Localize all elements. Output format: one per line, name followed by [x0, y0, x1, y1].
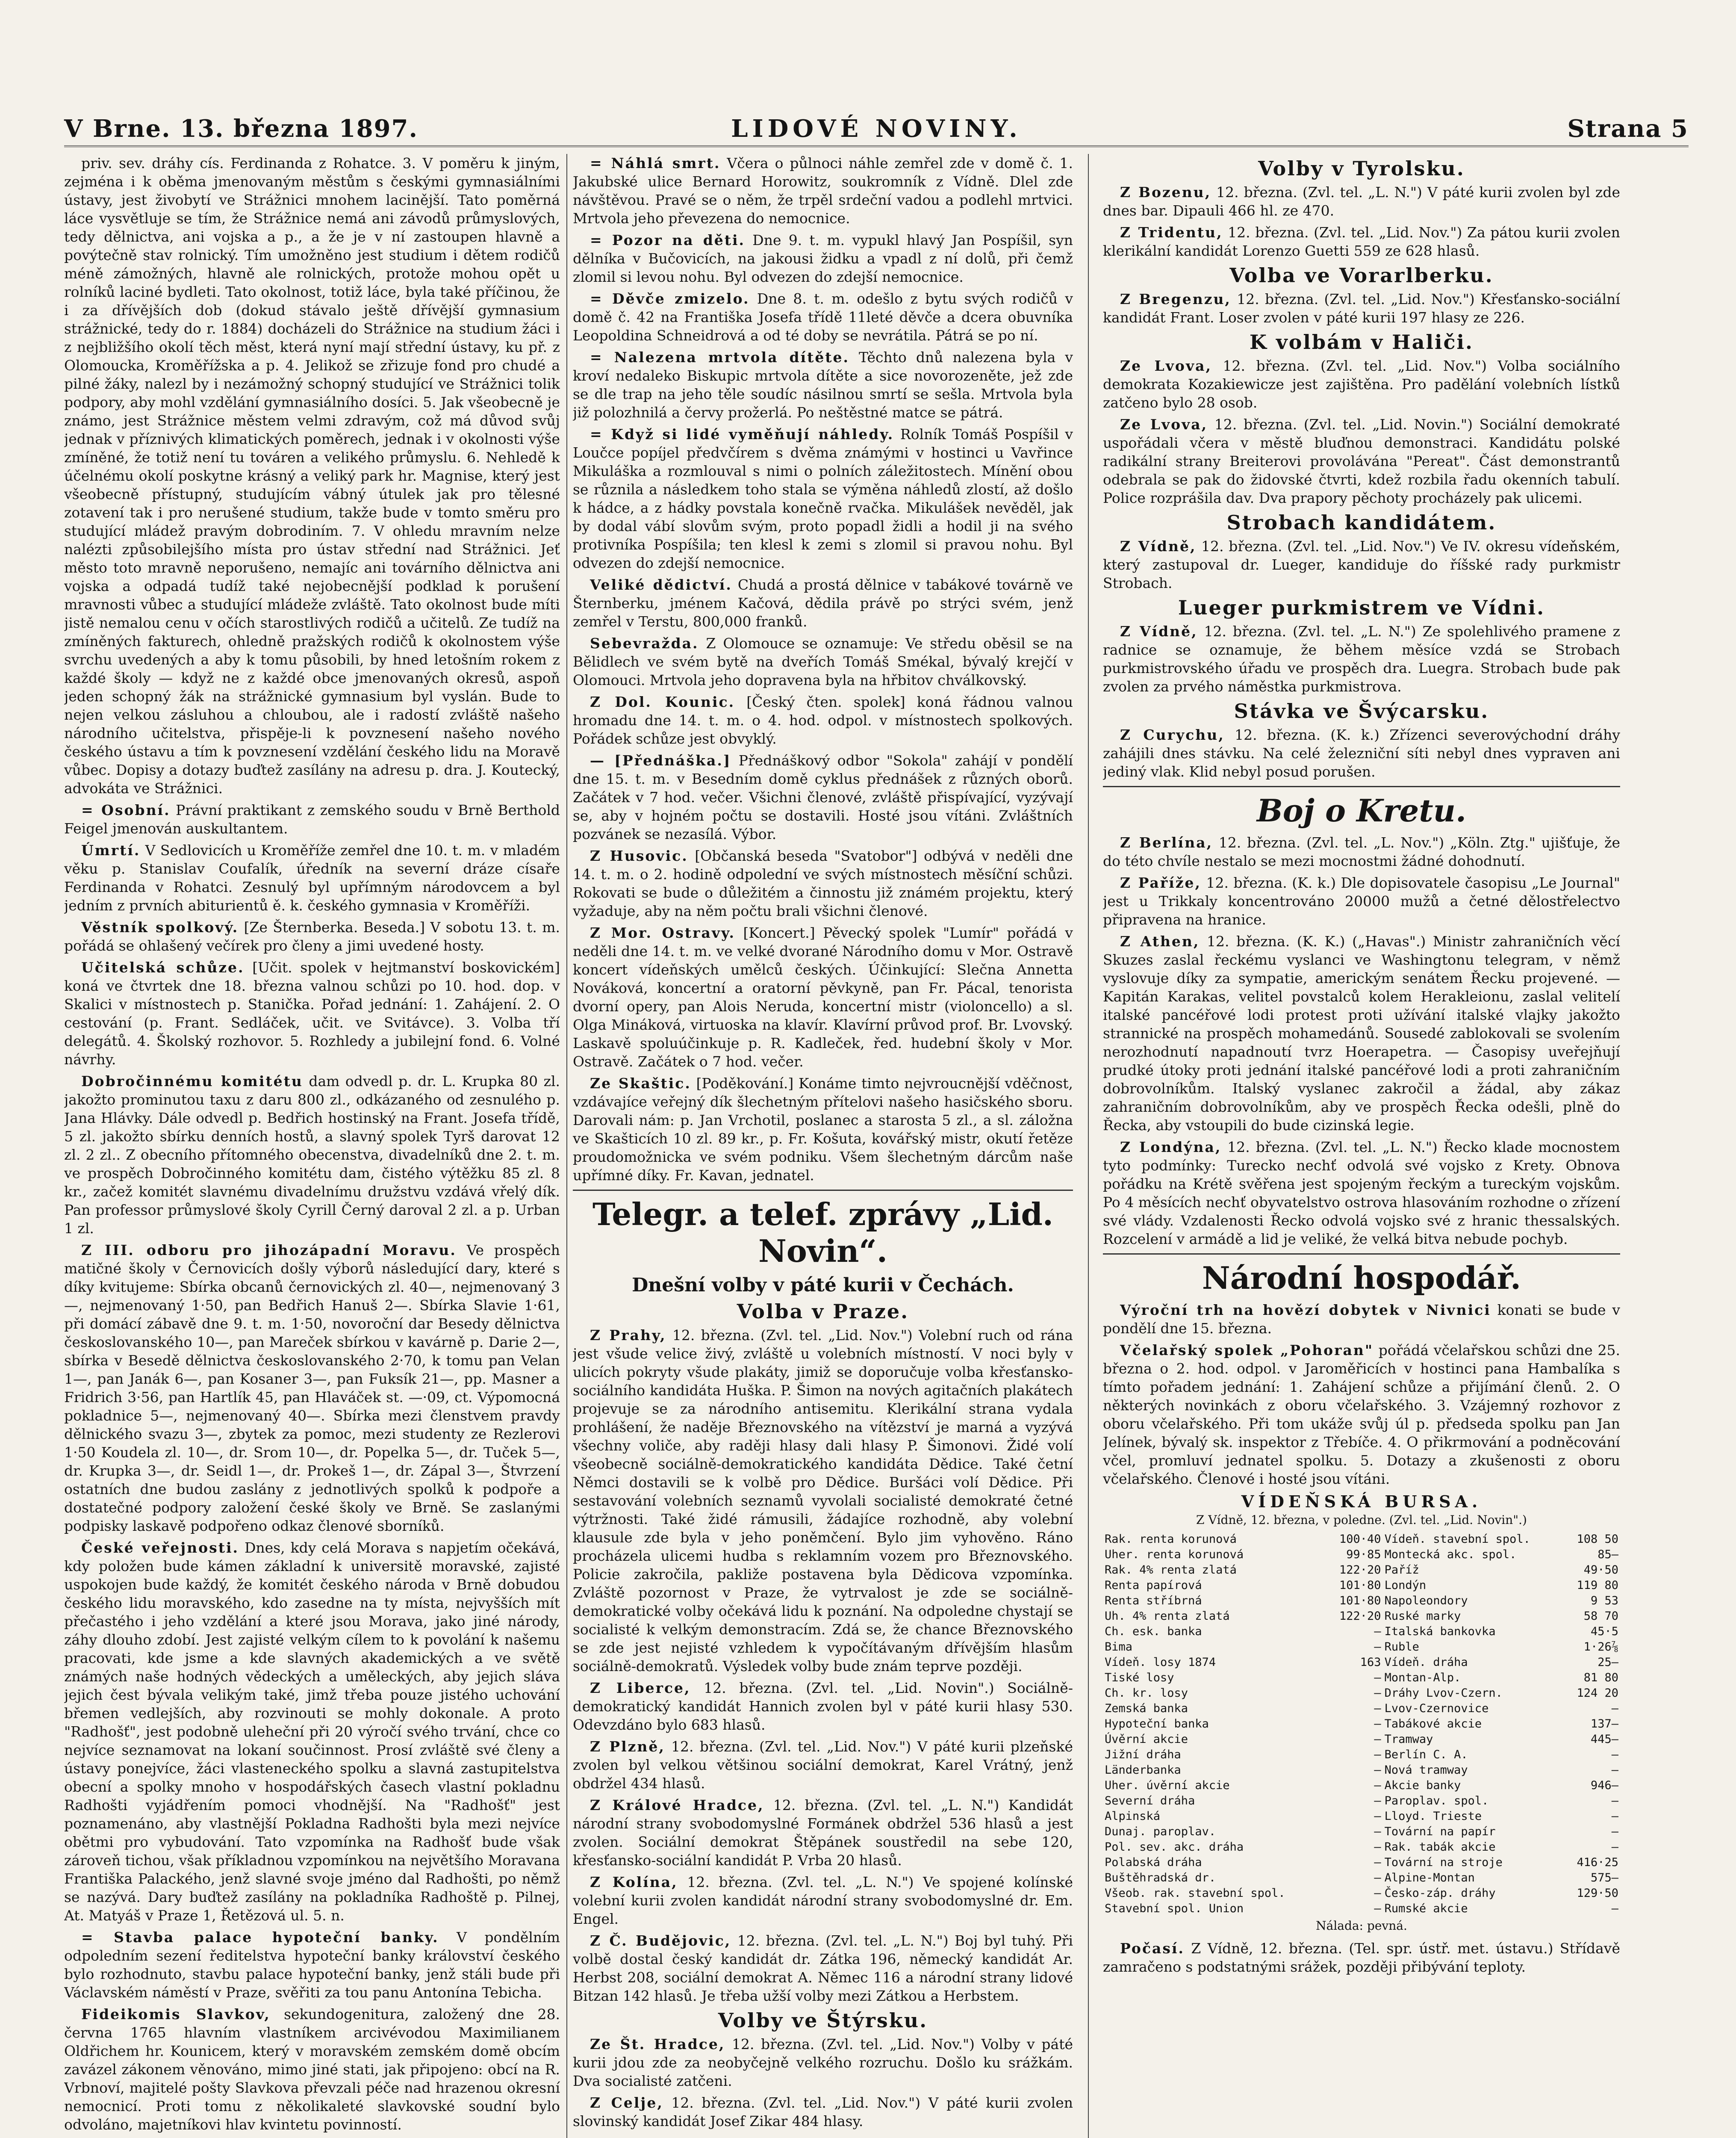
news-item	[64, 801, 560, 838]
bursa-quote: 25—	[1597, 1656, 1618, 1669]
column-left	[64, 154, 560, 2138]
bursa-quote: —	[1611, 1702, 1618, 1715]
news-body: Těchto dnů nalezena byla v kroví nedaleko Biskupic mrtvola dítěte a sice novorozeněte, jež zde se dle trap na jeho těle soudíc násilnou smrtí se sešla. Mrtvola byla již polozhnilá a červy prožerlá. Po neštěstné matce se pátrá.	[573, 349, 1073, 421]
bursa-table	[1103, 1532, 1620, 1917]
telegram-body: 12. března. (Zvl. tel. „Lid. Novin.") Sociální demokraté uspořádali včera v městě bluďnou demonstraci. Kandidátu polské radikální strany Breiterovi provolávána "Pereat". Část demonstrantů odebrala se pak do židovské čtvrti, kdež rozbila řadu okenních tabulí. Police rozprášila dav. Dva prapory pěchoty procházely pak ulicemi.	[1103, 416, 1620, 506]
telegram-origin: Z Berlína,	[1120, 834, 1213, 851]
section-heading-kreta: Boj o Kretu.	[1256, 792, 1467, 829]
bursa-security-name: Tovární na stroje	[1384, 1856, 1503, 1869]
bursa-quote: 45·5	[1590, 1625, 1618, 1638]
bursa-security-name: Uh. 4% renta zlatá	[1105, 1609, 1230, 1623]
bursa-row	[1103, 1639, 1620, 1655]
bursa-quote: 122·20	[1339, 1609, 1381, 1623]
telegram-body: 12. března. (Zvl. tel. „Lid. Nov.") Volba sociálního demokrata Kozakiewicze jest zajištěna. Pro padělání volebních lístků zatčeno bylo 28 osob.	[1103, 357, 1620, 411]
bursa-quote: 124 20	[1577, 1686, 1618, 1700]
news-item	[1103, 1301, 1620, 1338]
news-lead: = Náhlá smrt.	[590, 155, 721, 171]
bursa-security-name: Bima	[1105, 1640, 1133, 1654]
bursa-security-name: Tramway	[1384, 1733, 1433, 1746]
telegram-origin: Ze Lvova,	[1120, 357, 1212, 374]
masthead-page-number: Strana 5	[1567, 115, 1689, 143]
bursa-quote: —	[1611, 1763, 1618, 1777]
bursa-quote: —	[1374, 1625, 1381, 1638]
news-item	[573, 847, 1073, 920]
news-body: dam odvedl p. dr. L. Krupka 80 zl. jakožto prominutou taxu z daru 800 zl., odkázaného od zesnulého p. Jana Hlávky. Dále odvedl p. Bedřich hostinský na Frant. Josefa třídě, 5 zl. jakožto sbírku denních hostů, a slavný spolek Tyrš darovat 12 zl. 2 zl.. Z obecního přítomného obecenstva, divadelníků dne 2. t. m. ve prospěch Dobročinného komitétu dam, čistého výtěžku 85 zl. 8 kr., začež komitét slavnému divadelnímu družstvu vzdává vřelý dík. Pan professor průmyslové školy Cyrill Černý daroval 2 zl. a p. Urban 1 zl.	[64, 1073, 560, 1237]
bursa-security-name: Ruble	[1384, 1640, 1419, 1654]
weather-body: Z Vídně, 12. března. (Tel. spr. ústř. met. ústavu.) Střídavě zamračeno s podstatnými srážek, později přibývání teploty.	[1103, 1940, 1620, 1975]
news-item	[64, 1928, 560, 2002]
subheading-praha: Volba v Praze.	[737, 1300, 909, 1323]
news-lead: Z Dol. Kounic.	[590, 694, 735, 710]
telegram-item	[573, 1873, 1073, 1928]
telegram-origin: Z Kolína,	[590, 1874, 678, 1890]
bursa-row	[1103, 1532, 1620, 1547]
news-item	[64, 1539, 560, 1925]
bursa-row	[1103, 1840, 1620, 1855]
telegram-body: 12. března. (Zvl. tel. „L. N.") Boj byl tuhý. Při volbě dostal český kandidát dr. Zátka 196, německý kandidát Ar. Herbst 208, sociální demokrat A. Němec 116 a národní strany lidové Bitzan 142 hlasů. Je třeba užší volby mezi Zátkou a Herbstem.	[573, 1932, 1073, 2004]
news-body: [Poděkování.] Konáme timto nejvroucnější vděčnost, vzdávajíce veřejný dík šlechetným přítelovi našeho hasičského sboru. Darovali nám: p. Jan Vrchotil, poslanec a starosta 5 zl., a sl. záložna ve Skašticích 10 zl. 89 kr., p. Fr. Košuta, kovářský mistr, okutí řetěze proudomožnicka ve svém podniku. Všem šlechetným dárcům naše upřímné díky. Fr. Kavan, jednatel.	[573, 1075, 1073, 1184]
section-subheading: Dnešní volby v páté kurii v Čechách.	[632, 1274, 1014, 1296]
news-item	[1103, 1341, 1620, 1488]
bursa-quote: 58 70	[1583, 1609, 1618, 1623]
news-item	[64, 1072, 560, 1237]
bursa-quote: 100·40	[1339, 1533, 1381, 1546]
news-body: Dnes, kdy celá Morava s napjetím očekává, kdy položen bude kámen základní k universitě moravské, zajisté uspokojen bude každý, že komitét českého národa v Brně dobudou českého lidu moravského, kdo zasedne na ty místa, nejvyšších mít přečastého i jeho vzdělání a které jsou Morava, jako jiné národy, záhy dlouho zdobí. Jest zajisté velkým cílem to k povolání k našemu pracovati, kde jsme a kde slavných akademických a ve světě známých naše hodných vědeckých a uměleckých, aby jejich sláva jejich čest bývala velikým také, jimž třeba pouze jistého uchování břemen vedlejších, aby rozvinouti se mohly dokonale. A proto "Radhošť", jest podobně uleheční při 20 výročí svého trvání, chce co nejvíce seznamovat na lokaní součinnost. Prosí zvláště své členy a ústavy ponejvíce, žáci vlasteneckého spolku a slavná zastupitelstva obecní a spolky mnoho v hospodářských časech vlastní pokladnu Radhošti vyjádřením pomoci vhodnější. Na "Radhošť" jest poznamenáno, aby vlastnější Pokladna Radhošti byla mezi nejvíce obětmi pro vybudování. Tato vzpomínka na Radhošť bude však zároveň tichou, však příkladnou vzpomínkou na největšího Moravana Františka Palackého, jenž slavné svoje jméno dal Radhošti, po němž se nazývá. Dary buďtež zasílány na pokladníka Radhoště p. Pilnej, At. Matyáš v Praze 1, Řetězová ul. 5. n.	[64, 1539, 560, 1924]
bursa-quote: 101·80	[1339, 1594, 1381, 1607]
bursa-quote: 108 50	[1577, 1533, 1618, 1546]
bursa-quote: —	[1374, 1887, 1381, 1900]
news-item	[64, 958, 560, 1069]
bursa-quote: 575—	[1590, 1871, 1618, 1884]
news-body: [Koncert.] Pěvecký spolek "Lumír" pořádá v neděli dne 14. t. m. ve velké dvorané Národního domu v Mor. Ostravě koncert vídeňských umělců českých. Účinkující: Slečna Annetta Nováková, koncertní a oratorní pěvkyně, pan Fr. Pácal, tenorista dvorní opery, pan Alois Neruda, koncertní mistr (violoncello) a sl. Olga Mináková, virtuoska na klavír. Klavírní průvod prof. Br. Lvovský. Laskavě spoluúčinkuje p. R. Kadleček, řed. hudební školy v Mor. Ostravě. Začátek o 7 hod. večer.	[573, 924, 1073, 1070]
bursa-security-name: Vídeň. dráha	[1384, 1656, 1468, 1669]
bursa-quote: —	[1374, 1840, 1381, 1854]
telegram-body: 12. března. (Zvl. tel. „L. N.") V páté kurii zvolen byl zde dnes bar. Dipauli 466 hl. ze 470.	[1103, 184, 1620, 219]
news-lead: = Pozor na děti.	[590, 232, 746, 248]
news-body: [Učit. spolek v hejtmanství boskovickém] koná ve čtvrtek dne 18. března valnou schůzi po 10. hod. dop. v Skalici v místnostech p. Stanička. Pořad jednání: 1. Zahájení. 2. O cestování (p. Frant. Sedláček, učit. ve Svitávce). 3. Volba tří delegátů. 4. Školský rozhovor. 5. Rozhledy a jubilejní fond. 6. Volné návrhy.	[64, 959, 560, 1068]
news-item	[573, 751, 1073, 843]
news-item	[573, 231, 1073, 286]
bursa-row	[1103, 1593, 1620, 1609]
bursa-security-name: Paroplav. spol.	[1384, 1794, 1489, 1807]
telegram-item	[1103, 1138, 1620, 1248]
news-lead: Včelařský spolek „Pohoran"	[1120, 1342, 1374, 1358]
news-lead: = Když si lidé vyměňují náhledy.	[590, 426, 894, 443]
telegram-item	[1103, 415, 1620, 507]
telegram-body: 12. března. (Zvl. tel. „Lid. Nov.") Volební ruch od rána jest všude velice živý, zvláště u volebních místností. V noci byly v ulicích pokryty všude plakáty, jimiž se doporučuje volba křesťansko-sociálního kandidáta Huška. P. Šimon na nových agitačních plakátech projevuje se za národního antisemitu. Klerikální strana vydala prohlášení, že naděje Březnovského na vítězství je marná a vyzývá všechny voliče, aby raději hlasy dali hlasy P. Šimonovi. Židé volí všeobecně sociálně-demokratického kandidáta Dědice. Také četní Němci dostavili se k volbě pro Dědice. Buršáci volí Dědice. Při sestavování volebních seznamů vyvolali socialisté demokraté četné výtržnosti. Také židé rámusili, žádajíce rozhodně, aby volební klausule zde byla v jeho poněmčení. Bylo jim vyhověno. Ráno procházela ulicemi hudba s reklamním vozem pro Březnovského. Policie zakročila, pakliže postavena byla Dědicova vzpomínka. Zvláště pozornost v Praze, že vytrvalost je zde se sociálně-demokratické volby očekává lidu k poznání. Na odpoledne chystají se socialisté k velkým demonstracím. Zdá se, že chance Březnovského se zde jest nejisté vzhledem k vypočítávaným dřívějším hlasům sociálně-demokratů. Výsledek volby bude znám teprve později.	[573, 1327, 1073, 1674]
bursa-security-name: Alpine-Montan	[1384, 1871, 1475, 1884]
bursa-security-name: Renta papírová	[1105, 1579, 1202, 1592]
subheading-stavka: Stávka ve Švýcarsku.	[1234, 700, 1489, 723]
bursa-security-name: Všeob. rak. stavební spol.	[1105, 1887, 1285, 1900]
news-item	[573, 425, 1073, 572]
telegram-origin: Z Londýna,	[1120, 1139, 1222, 1155]
section-divider	[1103, 786, 1620, 787]
weather-report	[1103, 1939, 1620, 1976]
news-body: Chudá a prostá dělnice v tabákové továrně ve Šternberku, jménem Kačová, dědila právě po strýci svém, jenž zemřel v Terstu, 800,000 franků.	[573, 576, 1073, 630]
telegram-body: 12. března. (Zvl. tel. „Lid. Nov.") Křesťansko-sociální kandidát Frant. Loser zvolen v páté kurii 197 hlasy ze 226.	[1103, 291, 1620, 326]
bursa-security-name: Lloyd. Trieste	[1384, 1810, 1482, 1823]
telegram-item	[1103, 223, 1620, 260]
bursa-security-name: Länderbanka	[1105, 1763, 1181, 1777]
news-lead: Dobročinnému komitétu	[81, 1073, 303, 1090]
bursa-quote: —	[1611, 1902, 1618, 1915]
telegram-origin: Z Paříže,	[1120, 874, 1202, 891]
bursa-row	[1103, 1609, 1620, 1624]
telegram-origin: Z Liberce,	[590, 1680, 691, 1696]
bursa-mood: Nálada: pevná.	[1316, 1919, 1407, 1933]
bursa-security-name: Rak. tabák akcie	[1384, 1840, 1496, 1854]
telegram-body: 12. března. (Zvl. tel. „Lid. Nov.") Ve IV. okresu vídeňském, který zastupoval dr. Lueger, kandiduje do říšské rady purkmistr Strobach.	[1103, 538, 1620, 591]
bursa-row	[1103, 1793, 1620, 1809]
bursa-row	[1103, 1778, 1620, 1793]
bursa-row	[1103, 1732, 1620, 1747]
bursa-security-name: Renta stříbrná	[1105, 1594, 1202, 1607]
bursa-security-name: Dunaj. paroplav.	[1105, 1825, 1216, 1838]
bursa-security-name: Tabákové akcie	[1384, 1717, 1482, 1730]
news-lead: Věstník spolkový.	[81, 919, 239, 936]
bursa-quote: 49·50	[1583, 1563, 1618, 1577]
bursa-table-body	[1103, 1532, 1620, 1917]
bursa-row	[1103, 1716, 1620, 1732]
bursa-row	[1103, 1763, 1620, 1778]
subheading-tyrolsko: Volby v Tyrolsku.	[1258, 157, 1465, 180]
news-item	[573, 693, 1073, 748]
subheading-strobach: Strobach kandidátem.	[1226, 511, 1497, 534]
bursa-quote: 129·50	[1577, 1887, 1618, 1900]
bursa-quote: —	[1611, 1794, 1618, 1807]
news-item	[64, 1241, 560, 1535]
news-body: [Občanská beseda "Svatobor"] odbývá v neděli dne 14. t. m. o 2. hodině odpolední ve svých místnostech měsíční schůzi. Rokovati se bude o důležitém a činnostu již známém projektu, který vyžaduje, aby na něm počtu brali všichni členové.	[573, 848, 1073, 919]
news-item	[573, 634, 1073, 689]
telegram-origin: Z Králové Hradce,	[590, 1797, 764, 1813]
bursa-security-name: Vídeň. stavební spol.	[1384, 1533, 1530, 1546]
masthead-title: LIDOVÉ NOVINY.	[731, 115, 1022, 143]
news-lead: — [Přednáška.]	[590, 752, 731, 769]
bursa-security-name: Severní dráha	[1105, 1794, 1195, 1807]
bursa-security-name: Tiské losy	[1105, 1671, 1174, 1684]
bursa-row	[1103, 1901, 1620, 1917]
bursa-quote: 81 80	[1583, 1671, 1618, 1684]
news-body: Ve prospěch matičné školy v Černovicích došly výborů následující dary, které s díky kvitujeme: Sbírka obcanů černovických zl. 40—, nejmenovaný 3—, nejmenovaný 1·50, pan Bedřich Hanuš 2—. Sbírka Slavie 1·61, při domácí zábavě dne 9. t. m. 1·50, novoroční dar Besedy dělnictva českoslovanského 10—, pan Mareček sbírkou v kavárně p. Darie 2—, sbírka v Besedě dělnictva českoslovanského 2·70, k tomu pan Velan 1—, pan Janák 6—, pan Kosaner 3—, pan Fuksík 21—, pp. Masner a Fridrich 3·56, pan Hartlík 45, pan Hlaváček st. —·09, ct. Výpomocná pokladnice 5—, nejmenovaný 40—. Sbírka mezi členstvem pravdy dělnického svazu 3—, zbytek za pomoc, mezi studenty ze Rezlerovi 1·50 Koudela zl. 10—, dr. Srom 10—, dr. Popelka 5—, dr. Tuček 5—, dr. Krupka 3—, dr. Seidl 1—, dr. Prokeš 1—, dr. Zápal 3—, Štvrzení ostatních dne budou zaslány z jednotlivých spolků k podpoře a dostatečné podpory založení české školy ve Brně. Se zaslanými podpisky laskavě podpořeno odkaz členové sborníků.	[64, 1242, 560, 1534]
subheading-lueger: Lueger purkmistrem ve Vídni.	[1178, 596, 1545, 619]
bursa-subtitle: Z Vídně, 12. března, v poledne. (Zvl. tel. „Lid. Novin".)	[1196, 1513, 1527, 1527]
telegram-item	[1103, 290, 1620, 327]
bursa-quote: —	[1374, 1717, 1381, 1730]
telegram-item	[1103, 932, 1620, 1134]
bursa-row	[1103, 1855, 1620, 1870]
bursa-quote: —	[1374, 1733, 1381, 1746]
telegram-origin: Z Vídně,	[1120, 538, 1197, 555]
bursa-security-name: Pol. sev. akc. dráha	[1105, 1840, 1244, 1854]
bursa-security-name: Rak. 4% renta zlatá	[1105, 1563, 1237, 1577]
bursa-security-name: Hypoteční banka	[1105, 1717, 1209, 1730]
bursa-quote: —	[1374, 1748, 1381, 1761]
telegram-body: 12. března. (Zvl. tel. „Lid. Nov.") V páté kurii plzeňské zvolen byl velkou většinou sociální demokrat, Karel Vrátný, jenž obdržel 434 hlasů.	[573, 1738, 1073, 1792]
news-lead: Ze Skaštic.	[590, 1075, 691, 1092]
column-divider	[566, 154, 567, 2138]
bursa-row	[1103, 1624, 1620, 1639]
news-body: Právní praktikant z zemského soudu v Brně Berthold Feigel jmenován auskultantem.	[64, 802, 560, 837]
telegram-item	[573, 1931, 1073, 2005]
bursa-quote: —	[1374, 1779, 1381, 1792]
news-lead: Z Mor. Ostravy.	[590, 924, 735, 941]
telegram-body: 12. března. (K. k.) Zřízenci severovýchodní dráhy zahájili dnes stávku. Na celé železniční síti nebyl dnes vypraven ani jediný vlak. Klid nebyl posud porušen.	[1103, 726, 1620, 780]
bursa-security-name: Montecká akc. spol.	[1384, 1548, 1517, 1561]
section-divider	[1103, 1253, 1620, 1255]
bursa-security-name: Uher. úvěrní akcie	[1105, 1779, 1230, 1792]
bursa-security-name: Ruské marky	[1384, 1609, 1461, 1623]
telegram-origin: Z Curychu,	[1120, 726, 1225, 743]
bursa-security-name: Jižní dráha	[1105, 1748, 1181, 1761]
telegram-item	[573, 2094, 1073, 2130]
telegram-item	[573, 1326, 1073, 1675]
news-item	[573, 154, 1073, 227]
news-lead: Sebevražda.	[590, 635, 699, 652]
bursa-row	[1103, 1670, 1620, 1686]
news-lead: = Stavba palace hypoteční banky.	[81, 1929, 439, 1946]
section-divider	[573, 1190, 1073, 1191]
bursa-quote: —	[1611, 1825, 1618, 1838]
telegram-body: 12. března. (Zvl. tel. „L. N.") Kandidát národní strany svobodomyslné Formánek obdržel 536 hlasů a jest zvolen. Sociální demokrat Štěpánek soustředil na sebe 120, křesťansko-sociální kandidát P. Vrba 20 hlasů.	[573, 1797, 1073, 1869]
telegram-body: 12. března. (Zvl. tel. „L. N.") Ze spolehlivého pramene z radnice se oznamuje, že během měsíce vzdá se Strobach purkmistrovského úřadu ve prospěch dra. Luegra. Strobach bude pak zvolen za prvého náměstka purkmistrova.	[1103, 623, 1620, 695]
news-lead: = Nalezena mrtvola dítěte.	[590, 349, 850, 366]
bursa-row	[1103, 1562, 1620, 1578]
news-lead: Výroční trh na hovězí dobytek v Nivnici	[1120, 1302, 1491, 1318]
bursa-row	[1103, 1701, 1620, 1716]
telegram-origin: Z Athen,	[1120, 933, 1200, 950]
news-body: Přednáškový odbor "Sokola" zahájí v pondělí dne 15. t. m. v Besedním domě cyklus přednášek z různých oborů. Začátek v 7 hod. večer. Všichni členové, zvláště přispívající, vyzývají se, aby v hojném počtu se dostavili. Hosté jsou vítáni. Zvláštních pozvánek se nezasílá. Výbor.	[573, 752, 1073, 842]
news-body: [Ze Šternberka. Beseda.] V sobotu 13. t. m. pořádá se ohlašený večírek pro členy a jimi uvedené hosty.	[64, 919, 560, 954]
telegram-body: 12. března. (K. k.) Dle dopisovatele časopisu „Le Journal" jest u Trikkaly koncentrováno 20000 mužů a četné dělostřelectvo připravena na hranice.	[1103, 874, 1620, 928]
news-item	[573, 348, 1073, 422]
news-body: Rolník Tomáš Pospíšil v Loučce popíjel předvčírem s dvěma známými v hostinci u Vavřince Mikuláška a rozmlouval s nimi o polních záležitostech. Mínění obou se různila a následkem toho stala se výměna náhledů zlostí, až došlo k hádce, a z hádky povstala konečně rvačka. Mikulášek nevěděl, jak by dodal vábí slovům svým, proto popadl židli a hodil ji na svého protivníka Pospíšila; ten klesl k zemi s zlomil si pravou nohu. Byl odvezen do zdejší nemocnice.	[573, 426, 1073, 571]
bursa-security-name: Tovární na papír	[1384, 1825, 1496, 1838]
telegram-body: 12. března. (Zvl. tel. „Lid. Nov.") Volby v páté kurii jdou zde za neobyčejně velkého rozruchu. Došlo ku srážkám. Dva socialisté zatčeni.	[573, 2036, 1073, 2089]
bursa-security-name: Ch. kr. losy	[1105, 1686, 1188, 1700]
bursa-quote: 99·85	[1346, 1548, 1381, 1561]
bursa-row	[1103, 1547, 1620, 1562]
bursa-quote: 137—	[1590, 1717, 1618, 1730]
telegram-body: 12. března. (Zvl. tel. „L. Nov.") „Köln. Ztg." ujišťuje, že do této chvíle nestalo se mezi mocnostmi žádné dohodnutí.	[1103, 834, 1620, 869]
masthead	[64, 111, 1689, 147]
bursa-quote: —	[1374, 1794, 1381, 1807]
telegram-origin: Z Plzně,	[590, 1738, 665, 1755]
news-lead: České veřejnosti.	[81, 1539, 239, 1556]
column-middle	[573, 154, 1073, 2138]
bursa-quote: —	[1374, 1640, 1381, 1654]
bursa-quote: 85—	[1597, 1548, 1618, 1561]
bursa-quote: 122·20	[1339, 1563, 1381, 1577]
bursa-quote: 1·26⅞	[1583, 1640, 1618, 1654]
news-item	[64, 841, 560, 915]
bursa-security-name: Paříž	[1384, 1563, 1419, 1577]
news-body: konati se bude v pondělí dne 15. března.	[1103, 1302, 1620, 1337]
news-body: V pondělním odpoledním sezení ředitelstva hypoteční banky království českého bylo rozhodnuto, stavbu palace hypoteční banky, jenž stáli bude při Václavském náměstí v Praze, svěřiti za tou panu Antonína Tebicha.	[64, 1929, 560, 2001]
bursa-security-name: Nová tramway	[1384, 1763, 1468, 1777]
news-item	[573, 924, 1073, 1071]
bursa-quote: —	[1374, 1902, 1381, 1915]
bursa-security-name: Lvov-Czernovice	[1384, 1702, 1489, 1715]
news-body: Dne 9. t. m. vypukl hlavý Jan Pospíšil, syn dělníka v Bučovicích, na jakousi židku a vpadl z ní dolů, při čemž zlomil si levou nohu. Byl odvezen do zdejší nemocnice.	[573, 232, 1073, 285]
news-item	[573, 576, 1073, 631]
bursa-quote: —	[1374, 1686, 1381, 1700]
telegram-body: 12. března. (Zvl. tel. „Lid. Nov.") Za pátou kurii zvolen klerikální kandidát Lorenzo Guetti 559 ze 628 hlasů.	[1103, 224, 1620, 259]
bursa-quote: —	[1374, 1871, 1381, 1884]
telegram-item	[573, 1679, 1073, 1734]
bursa-quote: —	[1374, 1825, 1381, 1838]
bursa-security-name: Ch. esk. banka	[1105, 1625, 1202, 1638]
news-lead: Úmrtí.	[81, 842, 141, 859]
bursa-quote: 119 80	[1577, 1579, 1618, 1592]
bursa-quote: 416·25	[1577, 1856, 1618, 1869]
news-lead: Učitelská schůze.	[81, 959, 245, 976]
news-item	[573, 289, 1073, 345]
telegram-origin: Z Celje,	[590, 2094, 663, 2111]
bursa-quote: 445—	[1590, 1733, 1618, 1746]
telegram-item	[1103, 874, 1620, 929]
masthead-date: V Brne. 13. března 1897.	[64, 115, 418, 143]
news-lead: Z III. odboru pro jihozápadní Moravu.	[81, 1242, 457, 1258]
telegram-origin: Z Bozenu,	[1120, 184, 1211, 201]
bursa-security-name: Polabská dráha	[1105, 1856, 1202, 1869]
news-body: V Sedlovicích u Kroměříže zemřel dne 10. t. m. v mladém věku p. Stanislav Coufalík, úředník na severní dráze císaře Ferdinanda v Rohatci. Zesnulý byl upřímným národovcem a byl jedním z prvních abiturientů ě. k. českého gymnasia v Kroměříži.	[64, 842, 560, 914]
telegram-item	[1103, 183, 1620, 220]
bursa-title: VÍDEŇSKÁ BURSA.	[1241, 1492, 1482, 1511]
telegram-body: 12. března. (Zvl. tel. „Lid. Novin".) Sociálně-demokratický kandidát Hannich zvolen byl v páté kurii hlasy 530. Odevzdáno bylo 683 hlasů.	[573, 1680, 1073, 1733]
bursa-security-name: Berlín C. A.	[1384, 1748, 1468, 1761]
telegram-origin: Ze Št. Hradce,	[590, 2036, 725, 2052]
news-lead: = Děvče zmizelo.	[590, 290, 750, 307]
bursa-quote: —	[1611, 1748, 1618, 1761]
bursa-security-name: Alpinská	[1105, 1810, 1161, 1823]
subheading-styrsko: Volby ve Štýrsku.	[718, 2009, 928, 2032]
bursa-row	[1103, 1809, 1620, 1824]
bursa-security-name: Úvěrní akcie	[1105, 1733, 1188, 1746]
bursa-row	[1103, 1824, 1620, 1840]
news-lead: Z Husovic.	[590, 848, 688, 864]
news-lead: Veliké dědictví.	[590, 576, 732, 593]
telegram-body: 12. března. (Zvl. tel. „Lid. Nov.") V páté kurii zvolen slovinský kandidát Josef Zikar 484 hlasy.	[573, 2094, 1073, 2129]
bursa-security-name: Londýn	[1384, 1579, 1427, 1592]
bursa-row	[1103, 1655, 1620, 1670]
news-body: Z Olomouce se oznamuje: Ve středu oběsil se na Bělidlech ve svém bytě na dveřích Tomáš Smékal, bývalý krejčí v Olomouci. Mrtvola jeho dopravena byla na hřbitov chválkovský.	[573, 635, 1073, 688]
bursa-security-name: Buštěhradská dr.	[1105, 1871, 1216, 1884]
news-item	[64, 918, 560, 955]
telegram-body: 12. března. (Zvl. tel. „L. N.") Ve spojené kolínské volební kurii zvolen kandidát národní strany svobodomyslné dr. Em. Engel.	[573, 1874, 1073, 1927]
telegram-item	[1103, 833, 1620, 870]
bursa-security-name: Akcie banky	[1384, 1779, 1461, 1792]
news-lead: = Osobní.	[81, 802, 171, 818]
article-strážnice-gymnasium: priv. sev. dráhy cís. Ferdinanda z Rohatce. 3. V poměru k jiným, zejména i k oběma jmenovaným městům s českými gymnasiálními ústavy, jest živobytí ve Strážnici mnohem lacinější. Tato poměrná láce vysvětluje se tím, že Strážnice nemá ani závodů průmyslových, tedy dělnictva, ani vojska a p., a že je v ní zastoupen hlavně a povýtečně stav rolnický. Tím umožněno jest studium i dětem rodičů méně zámožných, hlavně ale rolnických, protože mohou opět u rolníků laciné bydleti. Tato okolnost, totiž láce, byla také příčinou, že i za dřívějších dob (dokud stávalo ještě dřívější gymnasium strážnické, tedy do r. 1884) docházeli do Strážnice na studium žáci i z nejbližšího okolí těch měst, která nyní mají střední ústavy, ku př. z Olomoucka, Kroměřížska a p. 4. Jelikož se zřizuje fond pro chudé a pilné žáky, nalezl by i nezámožný schopný studující ve Strážnici tolik podpory, aby mohl vzdělání gymnasiálního dosíci. 5. Jak všeobecně je známo, jest Strážnice městem velmi zdravým, což má důvod svůj jednak v příznivých klimatických poměrech, jednak i v okolnosti výše zmíněné, že totiž není tu továren a velikého průmyslu. 6. Nehledě k účelnému okolí poskytne krásný a veliký park hr. Magnise, který jest všeobecně přístupný, studujícím vábný útulek jak pro tělesné zotavení tak i pro nerušené studium, takže bude v tomto směru pro studující mládež pravým dobrodiním. 7. V ohledu mravním nelze nalézti způsobilejšího místa pro ústav střední nad Strážnici. Jeť město toto mravně neporušeno, nemajíc ani továrního dělnictva ani vojska a odpadá tudíž také nejobecnější podklad k porušení mravnosti vůbec a studující mládeže zvláště. Tato okolnost bude míti jistě nemalou cenu v očích starostlivých rodičů a učitelů. Ze tudíž na zmíněných fakturech, ohledně pražských rodičů k okolnostem výše svrchu uvedených a aby k tomu působili, by hned letošním rokem z každé školy — když ne z každé obce jmenovaných okresů, aspoň jeden schopný žák na strážnické gymnasium byl vyslán. Bude to nejen velkou zásluhou a chloubou, ale i radostí zvláště našeho národního učitelstva, přispěje-li k povznesení našeho nového českého ústavu a tím k povznesení vzdělání českého lidu na Moravě vůbec. Dopisy a dotazy buďtež zasílány na adresu p. dra. J. Koutecký, advokáta ve Strážnici.	[64, 155, 560, 797]
section-heading-narodni-hospodar: Národní hospodář.	[1202, 1260, 1521, 1296]
bursa-security-name: Stavební spol. Union	[1105, 1902, 1244, 1915]
bursa-row	[1103, 1870, 1620, 1886]
subheading-halic: K volbám v Haliči.	[1250, 331, 1474, 354]
telegram-item	[1103, 357, 1620, 412]
bursa-security-name: Zemská banka	[1105, 1702, 1188, 1715]
bursa-quote: —	[1611, 1840, 1618, 1854]
bursa-security-name: Montan-Alp.	[1384, 1671, 1461, 1684]
bursa-quote: —	[1374, 1856, 1381, 1869]
bursa-security-name: Rumské akcie	[1384, 1902, 1468, 1915]
telegram-origin: Z Prahy,	[590, 1327, 666, 1344]
bursa-quote: 101·80	[1339, 1579, 1381, 1592]
telegram-body: 12. března. (K. K.) („Havas".) Ministr zahraničních věcí Skuzes zaslal řeckému vyslanci ve Washingtonu telegram, v němž vyslovuje díky za sympatie, americkým senátem Řecku projevené. — Kapitán Karakas, velitel povstalců kolem Herakleionu, zaslal velitelí italské pancéřové lodi protest proti užívání italské vlajky jakožto strannické na prospěch mohamedánů. Sousedé zablokovali se svolením nerozhodnutí napadnoutí tvrz Hoerapetra. — Časopisy uveřejňují prudké útoky proti jednání italské pancéřové lodi a proti zahraničním dobrovolníkům. Italský vyslanec zakročil a žádal, aby zákaz zahraničním dobrovolníkům, aby ve prospěch Řecka odešli, plně do Řecka, aby vstoupili do bude cizinská legie.	[1103, 933, 1620, 1134]
news-body: Dne 8. t. m. odešlo z bytu svých rodičů v domě č. 42 na Františka Josefa třídě 11leté děvče a dcera obuvníka Leopoldina Schneidrová a od té doby se nevrátila. Pátrá se po ní.	[573, 290, 1073, 344]
section-heading-telegrams: Telegr. a telef. zprávy „Lid. Novin“.	[592, 1196, 1053, 1269]
telegram-item	[573, 1796, 1073, 1869]
bursa-security-name: Rak. renta korunová	[1105, 1533, 1237, 1546]
column-divider	[1088, 154, 1089, 2138]
subheading-vorarlberk: Volba ve Vorarlberku.	[1229, 264, 1494, 287]
bursa-quote: 163	[1360, 1656, 1381, 1669]
telegram-item	[573, 2035, 1073, 2090]
telegram-origin: Ze Lvova,	[1120, 416, 1208, 433]
telegram-origin: Z Tridentu,	[1120, 224, 1223, 241]
news-body: [Český čten. spolek] koná řádnou valnou hromadu dne 14. t. m. o 4. hod. odpol. v místnostech spolkových. Pořádek schůze jest obvyklý.	[573, 694, 1073, 747]
bursa-quote: —	[1374, 1763, 1381, 1777]
bursa-quote: —	[1374, 1810, 1381, 1823]
telegram-item	[1103, 537, 1620, 592]
news-body: sekundogenitura, založený dne 28. června 1765 hlavním vlastníkem arcivévodou Maximilianem Oldřichem hr. Kounicem, který v moravském zemském domě obcím zavázel zákonem věnováno, mimo jiné stati, jak připojeno: obcí na R. Vrbnoví, majitelé pošty Slavkova převzali péče nad hrazenou okresní nemocnicí. Proti tomu z několikaleté slavkovské soudní bylo odvoláno, majetníkovi hlav kvintetu povinností.	[64, 2006, 560, 2133]
weather-lead: Počasí.	[1120, 1940, 1185, 1957]
news-item	[573, 1074, 1073, 1184]
telegram-body: 12. března. (Zvl. tel. „L. N.") Řecko klade mocnostem tyto podmínky: Turecko nechť odvolá své vojsko z Krety. Obnova pořádku na Krétě svěřena jest spojeným řeckým a tureckým vojskům. Po 4 měsících nechť obyvatelstvo ostrova hlasováním rozhodne o zřízení své vlády. Vzdalenosti Řecko odvolá vojsko své z hranic thessalských. Rozcelení v armádě a lid je veliké, že velká bitva nebude pochyb.	[1103, 1139, 1620, 1247]
news-lead: Fideikomis Slavkov,	[81, 2006, 271, 2023]
telegram-origin: Z Č. Budějovic,	[590, 1932, 731, 1949]
bursa-quote: —	[1374, 1671, 1381, 1684]
bursa-security-name: Italská bankovka	[1384, 1625, 1496, 1638]
bursa-security-name: Vídeň. losy 1874	[1105, 1656, 1216, 1669]
bursa-row	[1103, 1686, 1620, 1701]
column-right	[1103, 154, 1620, 2138]
bursa-quote: 9 53	[1590, 1594, 1618, 1607]
telegram-origin: Z Bregenzu,	[1120, 291, 1231, 307]
bursa-quote: —	[1611, 1810, 1618, 1823]
bursa-row	[1103, 1578, 1620, 1593]
news-body: pořádá včelařskou schůzi dne 25. března o 2. hod. odpol. v Jaroměřicích v hostinci pana Hambalíka s tímto pořadem jednání: 1. Zahájení schůze a přijímání členů. 2. O některých novinkách z oboru včelařského. 3. Vzájemný rozhovor z oboru včelařského. Při tom ukáže svůj úl p. předseda spolku pan Jan Jelínek, bývalý sk. inspektor z Třebíče. 4. O přikrmování a podněcování včel, promluví jednatel spolku. 5. Dotazy a zkušenosti z oboru včelařského. Členové i hosté jsou vítáni.	[1103, 1342, 1620, 1487]
news-item	[64, 2005, 560, 2134]
telegram-item	[573, 1737, 1073, 1792]
bursa-quote: —	[1374, 1702, 1381, 1715]
bursa-security-name: Dráhy Lvov-Czern.	[1384, 1686, 1503, 1700]
telegram-item	[1103, 726, 1620, 781]
bursa-security-name: Česko-záp. dráhy	[1384, 1887, 1496, 1900]
bursa-security-name: Napoleondory	[1384, 1594, 1468, 1607]
telegram-item	[1103, 622, 1620, 696]
bursa-row	[1103, 1747, 1620, 1763]
telegram-origin: Z Vídně,	[1120, 623, 1198, 640]
news-body: Včera o půlnoci náhle zemřel zde v domě č. 1. Jakubské ulice Bernard Horowitz, soukromník z Vídně. Dlel zde návštěvou. Pravé se o něm, že trpěl srdeční vadou a podlehl mrtvici. Mrtvola jeho převezena do nemocnice.	[573, 155, 1073, 227]
bursa-quote: 946—	[1590, 1779, 1618, 1792]
bursa-security-name: Uher. renta korunová	[1105, 1548, 1244, 1561]
bursa-row	[1103, 1886, 1620, 1901]
